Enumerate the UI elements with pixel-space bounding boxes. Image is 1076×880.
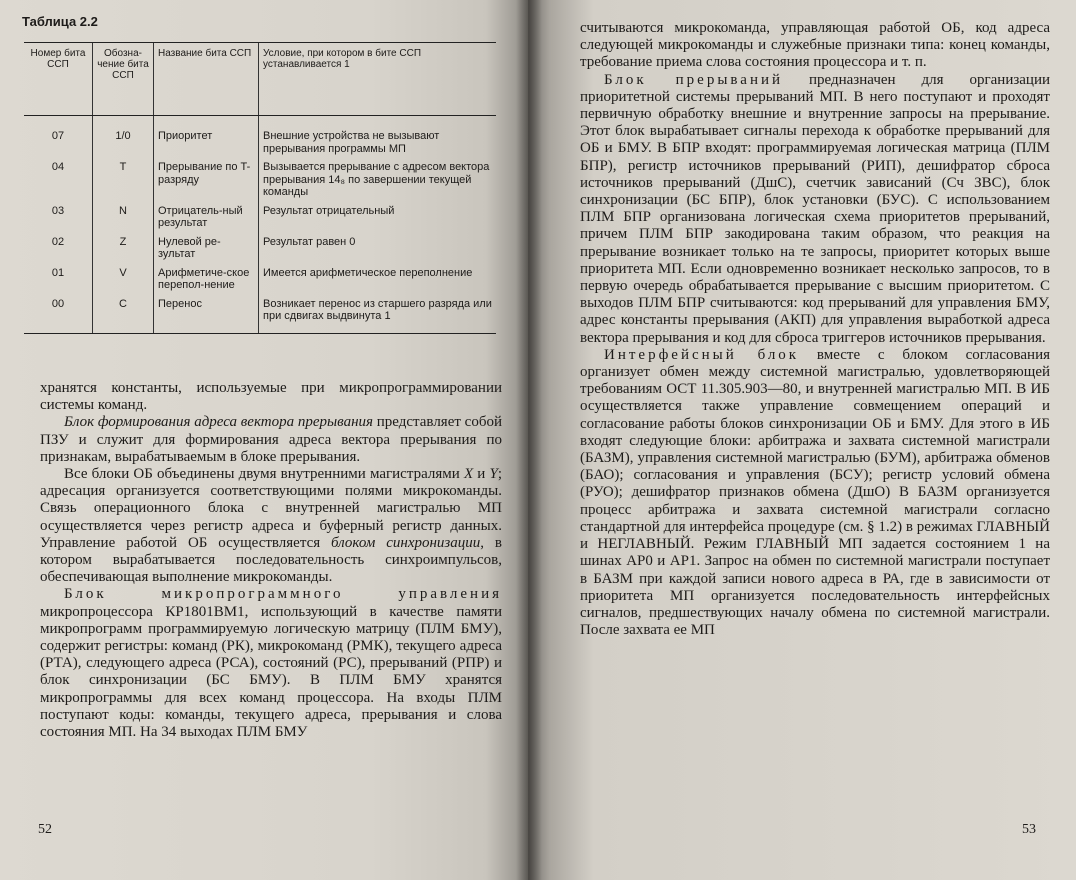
term-italic: Блок формирования адреса вектора прерывания <box>64 414 373 431</box>
left-body-text <box>40 380 502 741</box>
paragraph <box>580 72 1050 347</box>
bit-symbol: T <box>93 159 154 203</box>
left-page <box>0 0 528 880</box>
bit-symbol: C <box>93 296 154 334</box>
paragraph-text: предназначен для организации приоритетной системы прерываний МП. В него поступают и проходят первичную обработку внешние и внутренние запросы на прерывание. Этот блок вырабатывает сигналы перехода к обработке прерываний для ОБ и БМУ. В БПР входят: программируемая логическая матрица (ПЛМ БПР), регистр источников прерываний (РИП), дешифратор сброса источников прерываний (ДшС), счетчик зависаний (Сч ЗВС), блок синхронизации (БС БПР), блок установки (БУС). С использованием ПЛМ БПР организована логическая схема приоритетов прерываний, причем ПЛМ БПР закодирована таким образом, что реакция на прерывание возникает только на те запросы, приоритет которых выше приоритета МП. Если одновременно возникает несколько запросов, то в первую очередь обрабатывается прерывание с высшим приоритетом. С выходов ПЛМ БПР считываются: код прерываний для управления БМУ, адрес константы прерывания (АКП) для управления выработкой адреса вектора прерывания и код для сброса триггеров источников прерывания. <box>580 71 1051 346</box>
paragraph-text: представляет собой ПЗУ и служит для формирования адреса вектора прерывания по признакам, вырабатываемым в блоке прерывания. <box>40 414 502 465</box>
right-body-text <box>580 20 1050 639</box>
bit-condition: Внешние устройства не вызывают прерывания программы МП <box>259 116 497 160</box>
bit-number: 01 <box>51 266 65 279</box>
paragraph-text: и <box>473 466 490 483</box>
bit-condition: Результат равен 0 <box>259 234 497 265</box>
psw-bits-table <box>24 42 496 334</box>
bit-number: 07 <box>51 130 65 142</box>
paragraph-text: , в котором вырабатывается последовательность синхроимпульсов, обеспечивающая выполнение микрокоманды. <box>40 534 502 586</box>
bit-name: Перенос <box>154 296 259 334</box>
bit-name: Прерывание по T-разряду <box>154 159 259 203</box>
table-caption: Таблица 2.2 <box>22 14 98 29</box>
bit-number: 02 <box>51 235 65 248</box>
term-spaced: Блок прерываний <box>604 71 784 88</box>
term-spaced: Блок микропрограммного управления <box>64 586 502 603</box>
bit-number: 04 <box>51 161 65 173</box>
paragraph <box>40 380 502 414</box>
bit-name: Нулевой ре-зультат <box>154 234 259 265</box>
header-bit-name: Название бита ССП <box>154 43 259 116</box>
paragraph <box>580 347 1050 639</box>
term-italic: блоком синхронизации <box>331 534 481 551</box>
paragraph <box>40 414 502 466</box>
paragraph-text: вместе с блоком согласования организует обмен между системной магистралью, удовлетворяющей требованиям ОСТ 11.305.903—80, и внутренней магистралью МП. В ИБ осуществляется также управление совмещением операций и согласование работы блоков синхронизации ОБ и БМУ. Для этого в ИБ входят следующие блоки: арбитража и захвата системной магистрали (БАЗМ), управления системной магистралью (БУМ), арбитража обменов (БАО); согласования и управления (БСУ); регистр условий обмена (РУО); дешифратор признаков обмена (ДшО) В БАЗМ организуется процесс арбитража и захвата системной магистрали согласно стандартной для интерфейса процедуре (см. § 1.2) в режимах ГЛАВНЫЙ и НЕГЛАВНЫЙ. Режим ГЛАВНЫЙ МП задается состоянием 1 на шинах АР0 и АР1. Запрос на обмен по системной магистрали поступает в БАЗМ при каждой записи нового адреса в РА, где в зависимости от приоритета МП организуется последовательность интерфейсных сигналов, предшествующих началу обмена по системной магистрали. После захвата ее МП <box>580 346 1050 639</box>
bit-name: Приоритет <box>154 116 259 160</box>
bit-condition: Возникает перенос из старшего разряда или при сдвигах выдвинута 1 <box>259 296 497 334</box>
table-row <box>24 159 496 203</box>
paragraph-text: Все блоки ОБ объединены двумя внутренними магистралями <box>64 466 464 483</box>
bit-condition: Результат отрицательный <box>259 203 497 234</box>
paragraph <box>580 20 1050 72</box>
bit-condition: Имеется арифметическое переполнение <box>259 265 497 296</box>
paragraph-text: хранятся константы, используемые при микропрограммировании системы команд. <box>40 380 502 414</box>
bit-symbol: 1/0 <box>93 116 154 160</box>
table-row <box>24 203 496 234</box>
page-number: 52 <box>38 822 52 837</box>
paragraph <box>40 466 502 586</box>
bit-symbol: N <box>93 203 154 234</box>
table-row <box>24 296 496 334</box>
bit-number: 03 <box>51 204 65 217</box>
bit-symbol: V <box>93 265 154 296</box>
bus-y: Y <box>489 466 498 483</box>
paragraph-text: считываются микрокоманда, управляющая работой ОБ, код адреса следующей микрокоманды и служебные признаки типа: конец команды, требование приема слова состояния процессора и т. п. <box>580 20 1050 71</box>
book-gutter-shadow <box>516 0 542 880</box>
page-number: 53 <box>1022 822 1036 837</box>
right-page <box>528 0 1076 880</box>
term-spaced: Интерфейсный блок <box>604 346 800 363</box>
bit-symbol: Z <box>93 234 154 265</box>
table-header-row <box>24 43 496 116</box>
table-row <box>24 234 496 265</box>
bit-condition: Вызывается прерывание с адресом вектора прерывания 14₈ по завершении текущей команды <box>259 159 497 203</box>
paragraph <box>40 586 502 741</box>
table-row <box>24 116 496 160</box>
bit-name: Отрицатель-ный результат <box>154 203 259 234</box>
header-bit-condition: Условие, при котором в бите ССП устанавливается 1 <box>259 43 497 116</box>
header-bit-number: Номер бита ССП <box>24 43 93 116</box>
paragraph-text: микропроцессора КР1801ВМ1, использующий в качестве памяти микропрограмм программируемую логическую матрицу (ПЛМ БМУ), содержит регистры: команд (РК), микрокоманд (РМК), текущего адреса (РТА), следующего адреса (РСА), состояний (РС), прерываний (РПР) и блок синхронизации (БС БМУ). В ПЛМ БМУ хранятся микропрограммы для всех команд процессора. На входы ПЛМ поступают коды: команды, текущего адреса, прерывания и слова состояния МП. На 34 выходах ПЛМ БМУ <box>40 603 502 741</box>
bit-number: 00 <box>24 296 93 334</box>
bit-name: Арифметиче-ское перепол-нение <box>154 265 259 296</box>
table-row <box>24 265 496 296</box>
paragraph-text: ; адресация организуется соответствующими полями микрокоманды. Связь операционного блока с внутренней магистралью МП осуществляется через регистр адреса и буферный регистр данных. Управление работой ОБ осуществляется <box>40 466 502 551</box>
bus-x: X <box>463 466 474 483</box>
header-bit-symbol: Обозна-чение бита ССП <box>93 43 154 116</box>
